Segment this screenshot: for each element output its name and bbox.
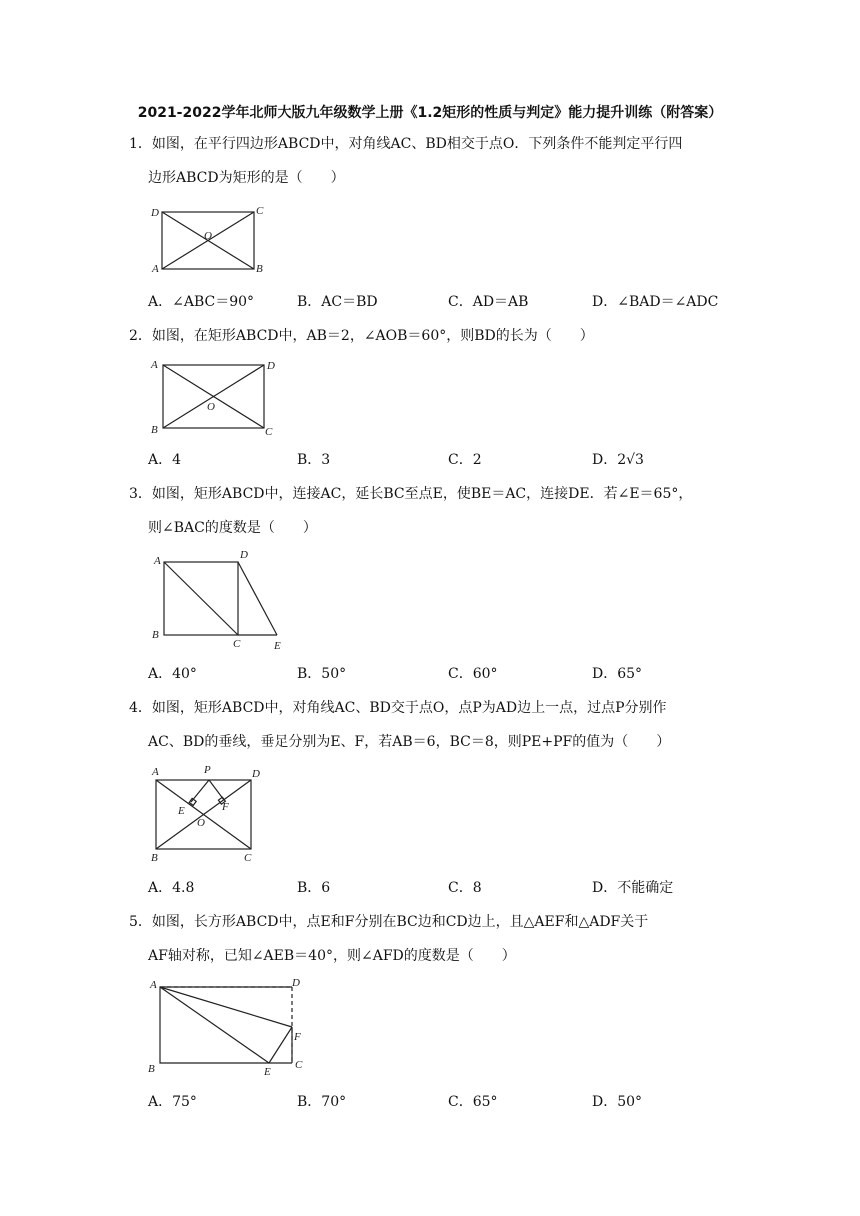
question-3-text-1: 如图，矩形ABCD中，连接AC，延长BC至点E，使BE＝AC，连接DE．若∠E＝65°，	[151, 486, 693, 502]
question-3-number: 3．	[129, 486, 152, 502]
question-2-option-a[interactable]: A．4	[148, 452, 182, 468]
q3-label-a: A	[154, 555, 161, 567]
question-4-option-a[interactable]: A．4.8	[148, 880, 195, 896]
q5-label-f: F	[294, 1031, 301, 1043]
question-2-line-1	[129, 326, 594, 346]
question-1-option-a[interactable]: A．∠ABC＝90°	[148, 294, 255, 310]
question-3-option-d[interactable]: D．65°	[592, 666, 643, 682]
q1-label-o: O	[204, 230, 212, 242]
q2-label-d: D	[267, 360, 275, 372]
q4-label-b: B	[151, 852, 158, 864]
q4-label-e: E	[178, 805, 185, 817]
question-5-number: 5．	[129, 914, 152, 930]
question-3-option-b[interactable]: B．50°	[297, 666, 347, 682]
q4-label-p: P	[204, 764, 211, 776]
question-2-text-1: 如图，在矩形ABCD中，AB＝2，∠AOB＝60°，则BD的长为（ ）	[151, 328, 594, 344]
question-3-line-1	[129, 484, 692, 504]
question-1-figure	[146, 202, 276, 282]
q3-label-c: C	[233, 638, 241, 650]
q5-label-b: B	[148, 1063, 155, 1075]
question-2-option-c[interactable]: C．2	[448, 452, 482, 468]
q4-label-o: O	[197, 817, 205, 829]
question-1-option-c[interactable]: C．AD＝AB	[448, 294, 529, 310]
question-1-number: 1．	[129, 136, 152, 152]
q3-label-e: E	[274, 640, 281, 652]
q3-label-d: D	[240, 549, 248, 561]
question-5-text-1: 如图，长方形ABCD中，点E和F分别在BC边和CD边上，且△AEF和△ADF关于	[151, 914, 649, 930]
q4-label-d: D	[252, 768, 260, 780]
question-1-line-1	[129, 134, 682, 154]
question-2-number: 2．	[129, 328, 152, 344]
q4-label-c: C	[244, 852, 252, 864]
question-2-figure	[146, 355, 286, 440]
question-4-option-d[interactable]: D．不能确定	[592, 880, 674, 896]
question-3-figure	[146, 548, 296, 653]
page-title: 2021-2022学年北师大版九年级数学上册《1.2矩形的性质与判定》能力提升训练（附答案）	[137, 105, 723, 121]
question-2-option-d[interactable]: D．2√3	[592, 452, 644, 468]
question-5-text-2: AF轴对称，已知∠AEB＝40°，则∠AFD的度数是（ ）	[148, 948, 516, 964]
q1-label-a: A	[152, 263, 159, 275]
q1-label-d: D	[151, 207, 159, 219]
q4-label-a: A	[152, 766, 159, 778]
question-1-option-d[interactable]: D．∠BAD＝∠ADC	[592, 294, 719, 310]
question-5-option-c[interactable]: C．65°	[448, 1094, 498, 1110]
question-5-option-a[interactable]: A．75°	[148, 1094, 197, 1110]
question-4-text-2: AC、BD的垂线，垂足分别为E、F，若AB＝6，BC＝8，则PE+PF的值为（ ）	[148, 734, 671, 750]
question-4-number: 4．	[129, 700, 152, 716]
question-3-option-a[interactable]: A．40°	[148, 666, 197, 682]
question-4-option-b[interactable]: B．6	[297, 880, 331, 896]
question-3-option-c[interactable]: C．60°	[448, 666, 498, 682]
question-1-text-1: 如图，在平行四边形ABCD中，对角线AC、BD相交于点O．下列条件不能判定平行四	[151, 136, 683, 152]
q2-label-o: O	[207, 401, 215, 413]
q5-label-a: A	[150, 979, 157, 991]
q1-label-b: B	[256, 263, 263, 275]
q1-label-c: C	[256, 205, 264, 217]
question-1-option-b[interactable]: B．AC＝BD	[297, 294, 378, 310]
q5-label-e: E	[264, 1066, 271, 1076]
question-4-figure	[146, 764, 276, 864]
question-5-option-d[interactable]: D．50°	[592, 1094, 643, 1110]
question-4-text-1: 如图，矩形ABCD中，对角线AC、BD交于点O，点P为AD边上一点，过点P分别作	[151, 700, 667, 716]
question-5-figure	[146, 976, 316, 1076]
q5-label-d: D	[292, 977, 300, 989]
q2-label-c: C	[265, 426, 273, 438]
q3-label-b: B	[152, 629, 159, 641]
q2-label-a: A	[151, 359, 158, 371]
question-1-text-2: 边形ABCD为矩形的是（ ）	[148, 170, 345, 186]
question-5-line-1	[129, 912, 648, 932]
q2-label-b: B	[151, 424, 158, 436]
question-2-option-b[interactable]: B．3	[297, 452, 331, 468]
question-3-text-2: 则∠BAC的度数是（ ）	[148, 520, 317, 536]
question-4-line-1	[129, 698, 667, 718]
q5-label-c: C	[295, 1059, 303, 1071]
question-5-option-b[interactable]: B．70°	[297, 1094, 347, 1110]
q4-label-f: F	[222, 801, 229, 813]
question-4-option-c[interactable]: C．8	[448, 880, 482, 896]
